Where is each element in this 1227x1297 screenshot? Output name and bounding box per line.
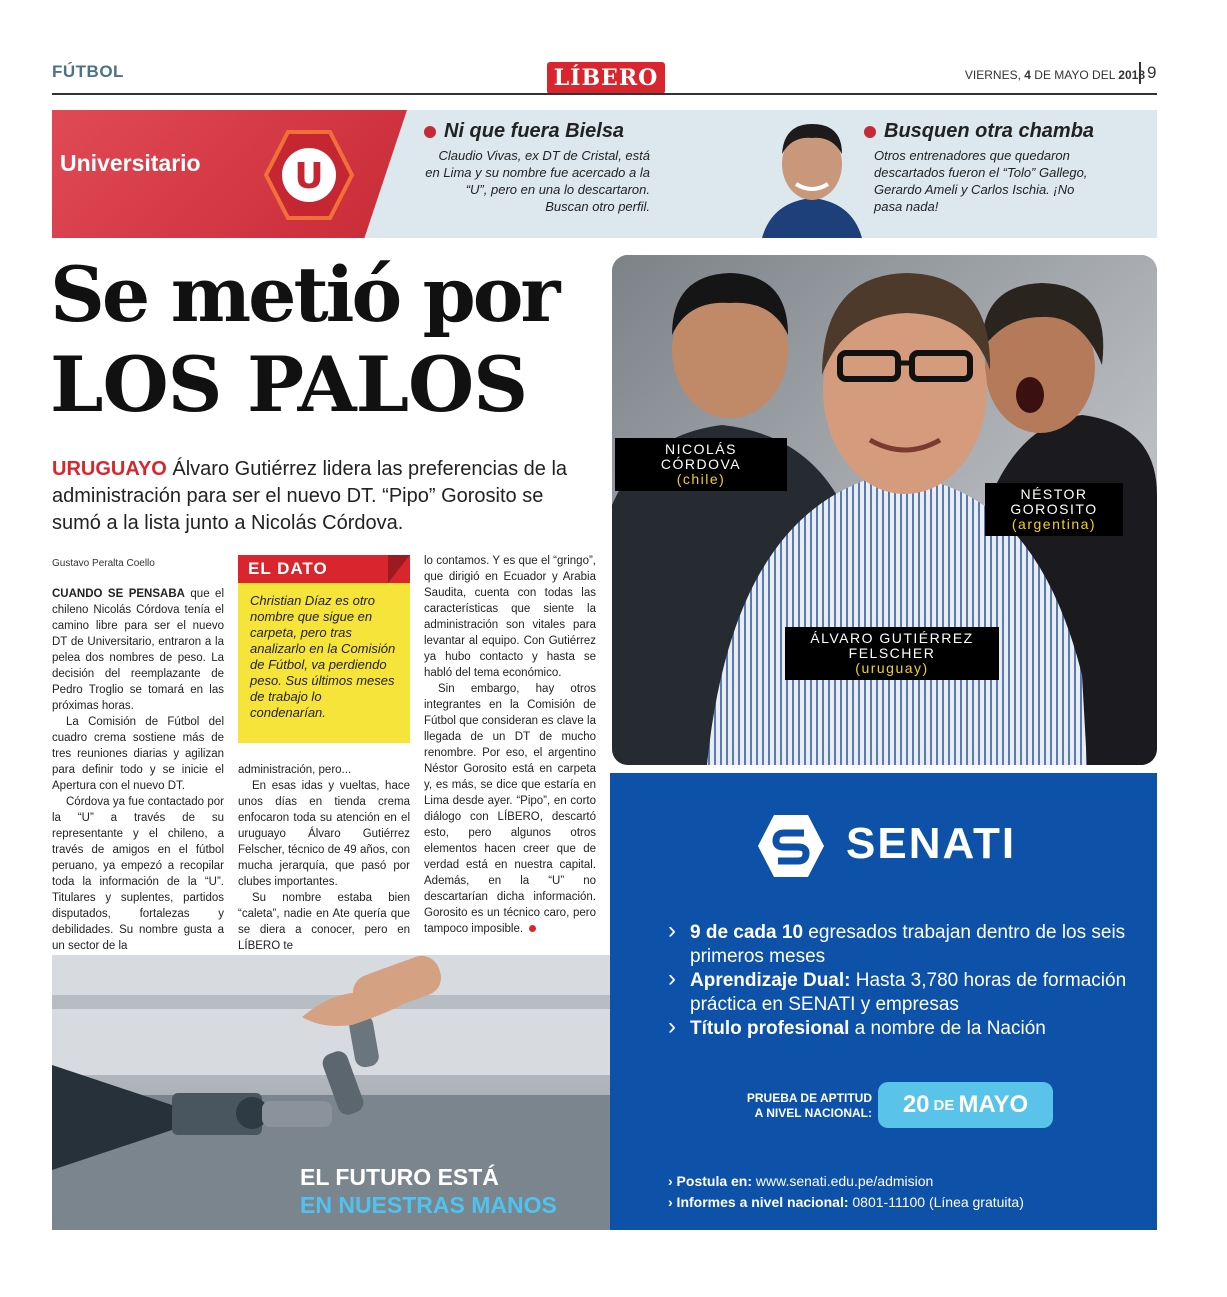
paragraph: Córdova ya fue contactado por la “U” a través de su representante y el chileno, a través de amigos en el fútbol peruano, ya empezó a recopilar toda la información de la “U”. Titulares y suplentes, partidos disputados, fortalezas y debilidades. Su nombre gusta a un sector de la bbox=[52, 796, 224, 952]
exam-date-badge: 20 DE MAYO bbox=[878, 1082, 1053, 1128]
phone-info: › Informes a nivel nacional: 0801-11100 (Línea gratuita) bbox=[668, 1194, 1024, 1210]
lead-caps: CUANDO SE PENSABA bbox=[52, 588, 185, 600]
paragraph: En esas idas y vueltas, hace unos días en tienda crema enfocaron toda su atención en el uruguayo Álvaro Gutiérrez Felscher, técnico de 49 años, con mucha jerarquía, que pasó por clubes importantes. bbox=[238, 780, 410, 888]
el-dato-box bbox=[238, 555, 410, 743]
section-label: FÚTBOL bbox=[52, 62, 124, 81]
caption-gorosito: NÉSTOR GOROSITO (argentina) bbox=[985, 483, 1123, 536]
senati-logo-icon bbox=[756, 811, 826, 881]
coaches-photo bbox=[612, 255, 1157, 765]
story-bielsa bbox=[424, 120, 664, 215]
article-column-2 bbox=[238, 762, 410, 954]
caption-cordova: NICOLÁS CÓRDOVA (chile) bbox=[615, 438, 787, 491]
article-column-3 bbox=[424, 553, 596, 937]
senati-name: SENATI bbox=[846, 819, 1017, 868]
header-rule bbox=[52, 93, 1157, 95]
admission-link[interactable]: › Postula en: www.senati.edu.pe/admision bbox=[668, 1173, 934, 1189]
page-number: 9 bbox=[1139, 62, 1156, 84]
benefit-item: › Aprendizaje Dual: Hasta 3,780 horas de formación práctica en SENATI y empresas bbox=[668, 969, 1128, 1017]
senati-contact bbox=[668, 1171, 1024, 1213]
svg-text:U: U bbox=[294, 156, 324, 197]
deck-kicker: URUGUAYO bbox=[52, 458, 167, 480]
robotic-hand-ad[interactable] bbox=[52, 955, 610, 1230]
headline-line-1: Se metió por bbox=[50, 250, 558, 339]
universitario-banner bbox=[52, 110, 1157, 238]
story-chamba-title: Busquen otra chamba bbox=[864, 120, 1144, 143]
universitario-shield-icon bbox=[262, 128, 356, 222]
story-bielsa-body: Claudio Vivas, ex DT de Cristal, está en Lima y su nombre fue acercado a la “U”, pero en una lo descartaron. Buscan otro perfil. bbox=[425, 148, 650, 214]
paragraph: lo contamos. Y es que el “gringo”, que dirigió en Ecuador y Arabia Saudita, cuenta con todas las características que siente la administración son vitales para levantar al equipo. Con Gutiérrez ya hubo contacto y hasta se habló del tema económico. bbox=[424, 555, 596, 679]
bullet-dot bbox=[864, 126, 876, 138]
caption-gutierrez: ÁLVARO GUTIÉRREZ FELSCHER (uruguay) bbox=[785, 627, 999, 680]
end-mark-icon bbox=[529, 925, 536, 932]
deck bbox=[52, 456, 597, 537]
benefit-item: › 9 de cada 10 egresados trabajan dentro de los seis primeros meses bbox=[668, 921, 1128, 969]
el-dato-header: EL DATO bbox=[238, 555, 410, 583]
claudio-vivas-photo bbox=[752, 110, 872, 238]
article-column-1: CUANDO SE PENSABA que el chileno Nicolás Córdova tenía el camino libre para ser el nuevo DT de Universitario, entraron a la pelea dos nombres de peso. La decisión del reemplazante de Pedro Troglio se tomará en las próximas horas. La Comisión de Fútbol del cuadro crema sostiene más de tres reuniones diarias y agilizan para definir todo y se inicie el Apertura con el nuevo DT. Córdova ya fue contactado por la “U” a través de su representante y el chileno, a través de amigos en el fútbol peruano, ya empezó a recopilar toda la información de la “U”. Titulares y suplentes, partidos disputados, fortalezas y debilidades. Su nombre gusta a un sector de la bbox=[52, 588, 224, 952]
byline: Gustavo Peralta Coello bbox=[52, 558, 155, 569]
senati-benefits bbox=[668, 921, 1128, 1041]
issue-date: VIERNES, 4 DE MAYO DEL 2018 bbox=[964, 68, 1145, 82]
hand-ad-slogan: EL FUTURO ESTÁ EN NUESTRAS MANOS bbox=[300, 1164, 557, 1218]
logo-text: LÍBERO bbox=[553, 65, 659, 91]
paragraph: administración, pero... bbox=[238, 764, 352, 776]
paragraph: Su nombre estaba bien “caleta”, nadie en Ate quería que se diera a conocer, pero en LÍBERO te bbox=[238, 892, 410, 952]
deck-text: Álvaro Gutiérrez lidera las preferencias de la administración para ser el nuevo DT. “Pipo” Gorosito se sumó a la lista junto a Nicolás Córdova. bbox=[52, 458, 568, 534]
benefit-item: › Título profesional a nombre de la Nación bbox=[668, 1017, 1128, 1041]
prueba-label: PRUEBA DE APTITUD A NIVEL NACIONAL: bbox=[746, 1091, 872, 1120]
senati-ad[interactable] bbox=[610, 773, 1157, 1230]
story-chamba-body: Otros entrenadores que quedaron descartados fueron el “Tolo” Gallego, Gerardo Ameli y Carlos Ischia. ¡No pasa nada! bbox=[874, 148, 1088, 214]
story-bielsa-title: Ni que fuera Bielsa bbox=[424, 120, 664, 143]
headline bbox=[50, 250, 610, 430]
libero-logo[interactable] bbox=[547, 62, 665, 94]
headline-line-2: LOS PALOS bbox=[50, 340, 528, 429]
el-dato-text: Christian Díaz es otro nombre que sigue en carpeta, pero tras analizarlo en la Comisión de Fútbol, va perdiendo peso. Sus últimos meses de trabajo lo condenarían. bbox=[238, 583, 410, 743]
story-chamba bbox=[864, 120, 1144, 215]
paragraph-last: Sin embargo, hay otros integrantes en la Comisión de Fútbol que consideran es clave la llegada de un DT de mucho renombre. Por eso, el argentino Néstor Gorosito está en carpeta y, es más, se dice que estaría en Lima desde ayer. “Pipo”, en corto diálogo con LÍBERO, descartó esto, pero algunos otros elementos hacen creer que de verdad está en nuestra capital. Además, en la “U” no descartarían dicha información. Gorosito es un técnico caro, pero tampoco imposible. bbox=[424, 683, 596, 935]
paragraph: La Comisión de Fútbol del cuadro crema sostiene más de tres reuniones diarias y agilizan para definir todo y se inicie el Apertura con el nuevo DT. bbox=[52, 716, 224, 792]
banner-team-name: Universitario bbox=[60, 150, 201, 176]
bullet-dot bbox=[424, 126, 436, 138]
